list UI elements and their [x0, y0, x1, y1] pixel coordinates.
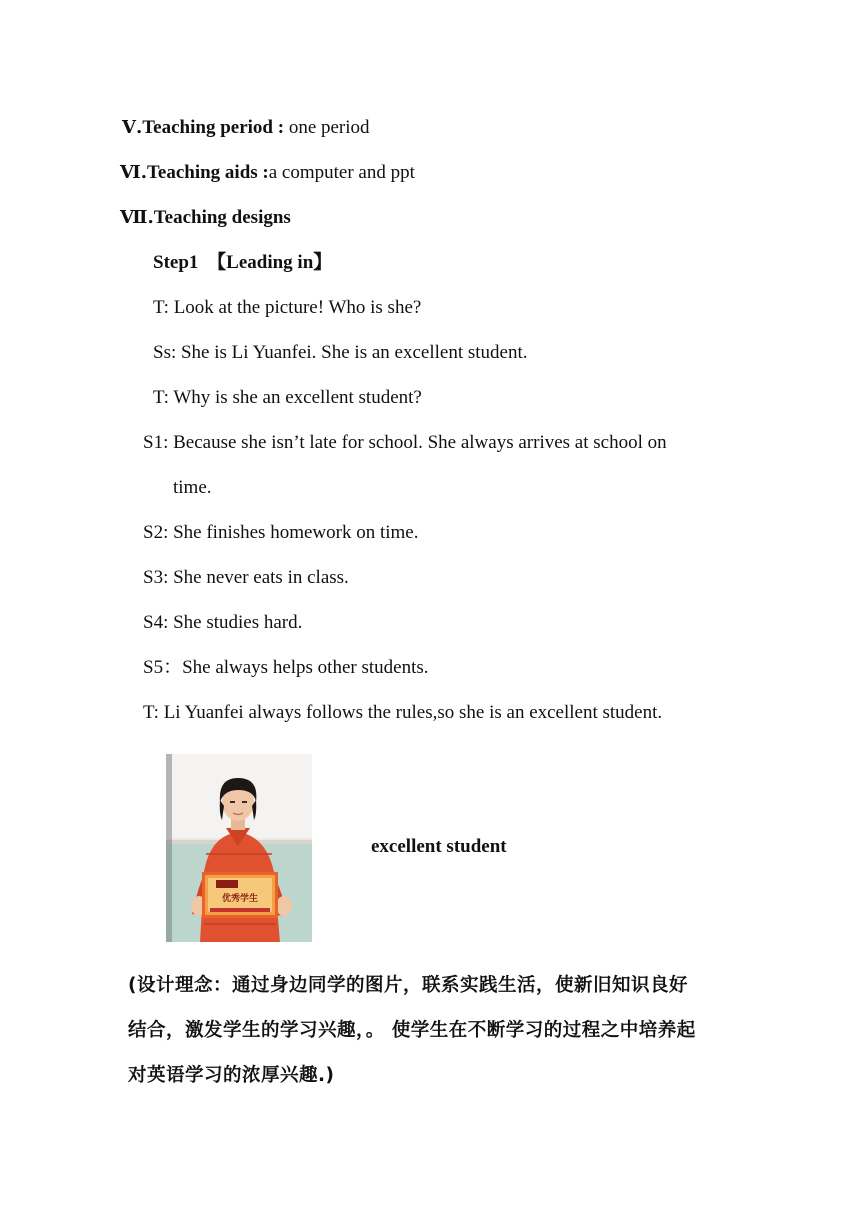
dialogue-line: S5：She always helps other students.	[143, 657, 429, 678]
section-vii-label: Teaching designs	[153, 207, 291, 228]
design-note-line: 结合，激发学生的学习兴趣，。 使学生在不断学习的过程之中培养起	[128, 1020, 696, 1041]
dialogue-line: time.	[173, 477, 212, 498]
dialogue-line: T: Li Yuanfei always follows the rules,so she is an excellent student.	[143, 702, 663, 723]
section-vi-value: a computer and ppt	[268, 162, 415, 183]
section-vi-label: Teaching aids :	[146, 162, 269, 183]
section-vii	[120, 206, 291, 230]
section-v-numeral: Ⅴ.	[122, 117, 143, 138]
section-vi	[120, 161, 415, 185]
dialogue-line: S3: She never eats in class.	[143, 567, 349, 588]
dialogue-line: S1: Because she isn’t late for school. She always arrives at school on	[143, 432, 667, 453]
section-v-label: Teaching period :	[142, 117, 285, 138]
step-label: Step1	[153, 252, 199, 273]
section-v-value: one period	[284, 117, 370, 138]
step-heading	[153, 251, 332, 275]
section-v	[122, 116, 370, 140]
certificate-text: 优秀学生	[221, 894, 259, 904]
step-title: 【Leading in】	[207, 252, 333, 273]
design-note-line: 对英语学习的浓厚兴趣.)	[128, 1065, 335, 1086]
dialogue-line: S2: She finishes homework on time.	[143, 522, 419, 543]
dialogue-line: T: Why is she an excellent student?	[153, 387, 422, 408]
design-note-line: (设计理念：通过身边同学的图片，联系实践生活，使新旧知识良好	[128, 975, 688, 996]
section-vi-numeral: Ⅵ.	[120, 162, 147, 183]
dialogue-line: T: Look at the picture! Who is she?	[153, 297, 422, 318]
dialogue-line: S4: She studies hard.	[143, 612, 303, 633]
section-vii-numeral: Ⅶ.	[120, 207, 154, 228]
photo-caption: excellent student	[371, 836, 507, 857]
student-photo	[166, 754, 312, 942]
dialogue-line: Ss: She is Li Yuanfei. She is an excellent student.	[153, 342, 528, 363]
